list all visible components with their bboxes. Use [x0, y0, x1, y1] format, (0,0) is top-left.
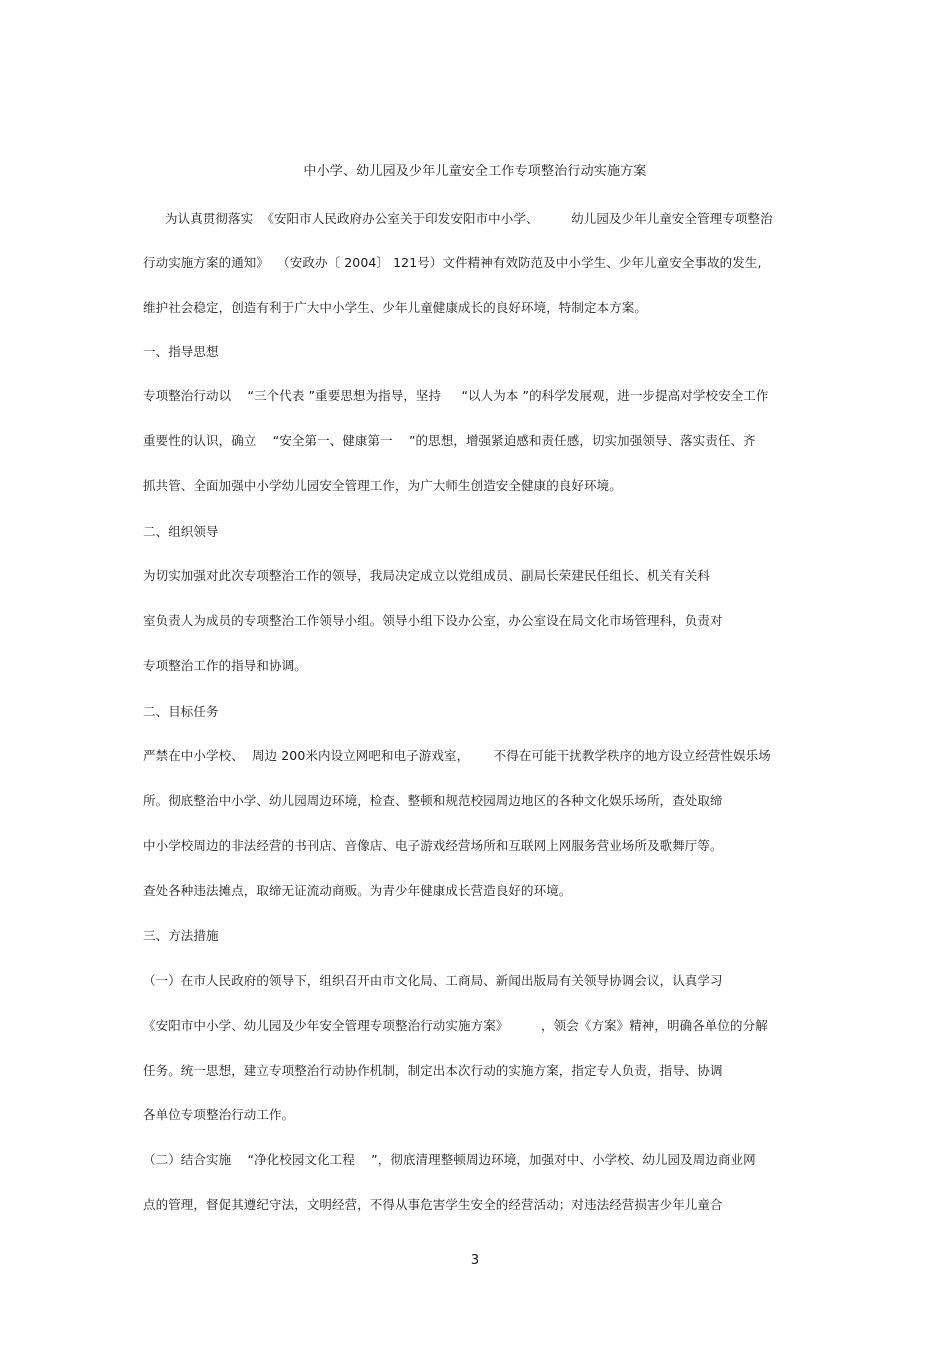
paragraph-line: 所。彻底整治中小学、幼儿园周边环境，检查、整顿和规范校园周边地区的各种文化娱乐场所，查处取缔	[143, 793, 723, 808]
paragraph-line: 各单位专项整治行动工作。	[143, 1107, 295, 1122]
paragraph-line: （二）结合实施 “净化校园文化工程 ”，彻底清理整顿周边环境，加强对中、小学校、幼儿园及周边商业网	[143, 1152, 756, 1167]
paragraph-line: 专项整治行动以 “三个代表 ”重要思想为指导，坚持 “以人为本 ”的科学发展观，进一步提高对学校安全工作	[143, 388, 769, 403]
paragraph-line: 抓共管、全面加强中小学幼儿园安全管理工作，为广大师生创造安全健康的良好环境。	[143, 478, 622, 493]
paragraph-line: 专项整治工作的指导和协调。	[143, 658, 307, 673]
paragraph-line: 重要性的认识，确立 “安全第一、健康第一 ”的思想，增强紧迫感和责任感，切实加强领导、落实责任、齐	[143, 433, 756, 448]
document-title: 中小学、幼儿园及少年儿童安全工作专项整治行动实施方案	[303, 164, 647, 179]
paragraph-line: 为认真贯彻落实 《安阳市人民政府办公室关于印发安阳市中小学、 幼儿园及少年儿童安全管理专项整治	[165, 211, 773, 226]
paragraph-line: 中小学校周边的非法经营的书刊店、音像店、电子游戏经营场所和互联网上网服务营业场所及歌舞厅等。	[143, 838, 723, 853]
paragraph-line: 为切实加强对此次专项整治工作的领导，我局决定成立以党组成员、副局长荣建民任组长、机关有关科	[143, 568, 711, 583]
paragraph-line: （一）在市人民政府的领导下，组织召开由市文化局、工商局、新闻出版局有关领导协调会议，认真学习	[143, 973, 723, 988]
section-heading: 一、指导思想	[143, 344, 219, 359]
paragraph-line: 室负责人为成员的专项整治工作领导小组。领导小组下设办公室，办公室设在局文化市场管理科，负责对	[143, 613, 723, 628]
paragraph-line: 《安阳市中小学、幼儿园及少年安全管理专项整治行动实施方案》 ，领会《方案》精神，明确各单位的分解	[143, 1018, 768, 1033]
paragraph-line: 任务。统一思想，建立专项整治行动协作机制，制定出本次行动的实施方案，指定专人负责，指导、协调	[143, 1063, 723, 1078]
paragraph-line: 点的管理，督促其遵纪守法，文明经营，不得从事危害学生安全的经营活动；对违法经营损害少年儿童合	[143, 1197, 723, 1212]
paragraph-line: 行动实施方案的通知》 （安政办〔 2004〕 121号）文件精神有效防范及中小学生、少年儿童安全事故的发生,	[143, 255, 762, 270]
section-heading: 二、目标任务	[143, 704, 219, 719]
paragraph-line: 维护社会稳定，创造有利于广大中小学生、少年儿童健康成长的良好环境，特制定本方案。	[143, 300, 648, 315]
paragraph-line: 查处各种违法摊点，取缔无证流动商贩。为青少年健康成长营造良好的环境。	[143, 883, 572, 898]
section-heading: 二、组织领导	[143, 524, 219, 539]
section-heading: 三、方法措施	[143, 928, 219, 943]
paragraph-line: 严禁在中小学校、 周边 200米内设立网吧和电子游戏室， 不得在可能干扰教学秩序的地方设立经营性娱乐场	[143, 748, 771, 763]
page-number: 3	[470, 1253, 480, 1268]
